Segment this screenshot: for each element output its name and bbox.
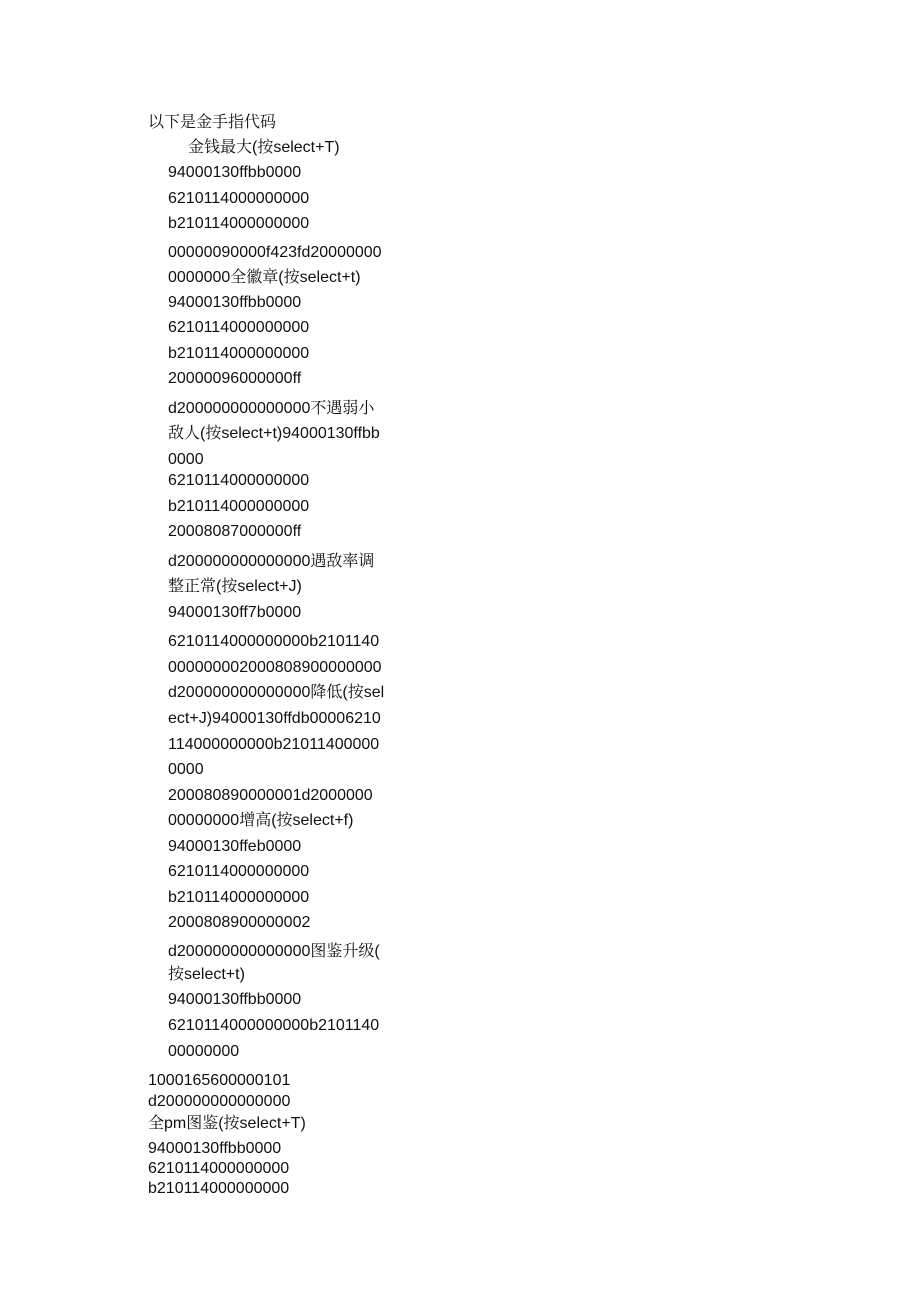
code-line: 整正常(按select+J) — [168, 578, 302, 595]
code-line: 0000000全徽章(按select+t) — [168, 269, 361, 286]
footer-code-line: 6210114000000000 — [148, 1160, 290, 1177]
code-line: 00000000增高(按select+f) — [168, 812, 354, 829]
code-line: 6210114000000000 — [168, 190, 310, 207]
code-line: 20000096000000ff — [168, 370, 302, 387]
code-line: 按select+t) — [168, 966, 245, 983]
code-line: 000000002000808900000000 — [168, 659, 382, 676]
footer-code-line: 94000130ffbb0000 — [148, 1140, 282, 1157]
footer-code-line: 1000165600000101 — [148, 1072, 291, 1089]
code-line: 6210114000000000 — [168, 472, 310, 489]
section-heading-money-max: 金钱最大(按select+T) — [188, 139, 340, 156]
footer-code-line: d200000000000000 — [148, 1093, 291, 1110]
code-line: 00000090000f423fd20000000 — [168, 244, 382, 261]
code-line: d200000000000000图鉴升级( — [168, 943, 380, 960]
code-line: ect+J)94000130ffdb00006210 — [168, 710, 381, 727]
code-line: 114000000000b21011400000 — [168, 736, 380, 753]
code-line: 6210114000000000 — [168, 319, 310, 336]
code-line: b210114000000000 — [168, 215, 310, 232]
code-line: d200000000000000降低(按sel — [168, 684, 385, 701]
code-line: b210114000000000 — [168, 345, 310, 362]
code-line: 20008087000000ff — [168, 523, 302, 540]
code-line: 200080890000001d2000000 — [168, 787, 373, 804]
code-line: 0000 — [168, 761, 204, 778]
code-line: 94000130ff7b0000 — [168, 604, 302, 621]
footer-heading: 全pm图鉴(按select+T) — [148, 1115, 306, 1132]
document-title: 以下是金手指代码 — [148, 114, 277, 131]
code-line: 94000130ffbb0000 — [168, 294, 302, 311]
code-line: 2000808900000002 — [168, 914, 311, 931]
code-line: b210114000000000 — [168, 889, 310, 906]
code-line: 0000 — [168, 451, 204, 468]
footer-code-line: b210114000000000 — [148, 1180, 290, 1197]
code-line: 6210114000000000b2101140 — [168, 1017, 380, 1034]
code-line: 94000130ffeb0000 — [168, 838, 302, 855]
code-line: 94000130ffbb0000 — [168, 164, 302, 181]
code-line: 00000000 — [168, 1043, 240, 1060]
code-line: 94000130ffbb0000 — [168, 991, 302, 1008]
code-line: b210114000000000 — [168, 498, 310, 515]
code-line: d200000000000000遇敌率调 — [168, 553, 375, 570]
code-line: d200000000000000不遇弱小 — [168, 400, 375, 417]
code-line: 6210114000000000b2101140 — [168, 633, 380, 650]
code-line: 6210114000000000 — [168, 863, 310, 880]
code-line: 敌人(按select+t)94000130ffbb — [168, 425, 380, 442]
